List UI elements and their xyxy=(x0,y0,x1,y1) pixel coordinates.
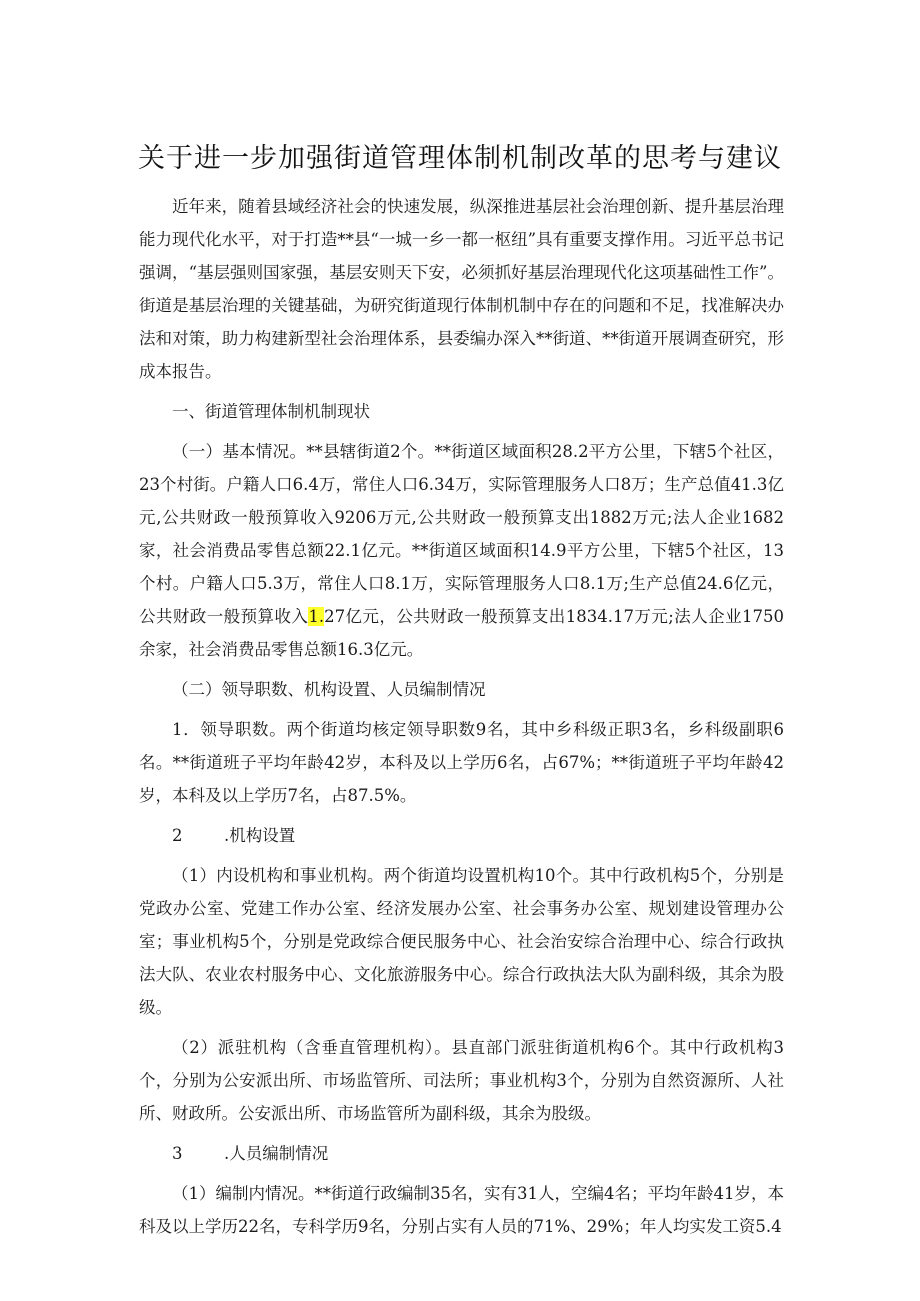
highlighted-text: 1. xyxy=(308,607,325,626)
basic-info-text-start: （一）基本情况。**县辖街道2个。**街道区域面积28.2平方公里，下辖5个社区，23个村街。户籍人口6.4万，常住人口6.34万，实际管理服务人口8万；生产总值41.3亿元,公共财政一般预算收入9206万元,公共财政一般预算支出1882万元;法人企业1682家，社会消费品零售总额22.1亿元。**街道区域面积14.9平方公里，下辖5个社区，13个村。户籍人口5.3万，常住人口8.1万，实际管理服务人口8.1万;生产总值24.6亿元，公共财政一般预算收入 xyxy=(139,442,784,626)
document-body xyxy=(139,190,784,1250)
staffing-heading xyxy=(139,1137,784,1170)
item-number: 2 xyxy=(172,826,183,845)
dispatched-agencies-paragraph: （2）派驻机构（含垂直管理机构）。县直部门派驻街道机构6个。其中行政机构3个，分别为公安派出所、市场监管所、司法所；事业机构3个，分别为自然资源所、人社所、财政所。公安派出所、市场监管所为副科级，其余为股级。 xyxy=(139,1038,784,1123)
basic-info-text-end: 27亿元，公共财政一般预算支出1834.17万元;法人企业1750余家，社会消费品零售总额16.3亿元。 xyxy=(139,607,785,659)
intro-paragraph: 近年来，随着县域经济社会的快速发展，纵深推进基层社会治理创新、提升基层治理能力现代化水平，对于打造**县“一城一乡一都一枢纽”具有重要支撑作用。习近平总书记强调，“基层强则国家强，基层安则天下安，必须抓好基层治理现代化这项基础性工作”。街道是基层治理的关键基础，为研究街道现行体制机制中存在的问题和不足，找准解决办法和对策，助力构建新型社会治理体系，县委编办深入**街道、**街道开展调查研究，形成本报告。 xyxy=(139,197,784,381)
document-title: 关于进一步加强街道管理体制机制改革的思考与建议 xyxy=(138,143,782,174)
basic-info-paragraph xyxy=(139,435,784,666)
staffing-paragraph: （1）编制内情况。**街道行政编制35名，实有31人，空编4名；平均年龄41岁，本科及以上学历22名，专科学历9名，分别占实有人员的71%、29%；年人均实发工资5.4 xyxy=(139,1184,784,1236)
internal-agencies-paragraph: （1）内设机构和事业机构。两个街道均设置机构10个。其中行政机构5个，分别是党政办公室、党建工作办公室、经济发展办公室、社会事务办公室、规划建设管理办公室；事业机构5个，分别是党政综合便民服务中心、社会治安综合治理中心、综合行政执法大队、农业农村服务中心、文化旅游服务中心。综合行政执法大队为副科级，其余为股级。 xyxy=(139,866,784,1017)
leadership-paragraph: 1．领导职数。两个街道均核定领导职数9名，其中乡科级正职3名，乡科级副职6名。**街道班子平均年龄42岁，本科及以上学历6名，占67%；**街道班子平均年龄42岁，本科及以上学历7名，占87.5%。 xyxy=(139,720,784,805)
section-heading: 一、街道管理体制机制现状 xyxy=(172,402,370,421)
subsection-heading: （二）领导职数、机构设置、人员编制情况 xyxy=(172,680,486,699)
item-heading-text: .机构设置 xyxy=(224,826,296,845)
item-number: 3 xyxy=(172,1144,183,1163)
item-heading-text: .人员编制情况 xyxy=(224,1144,329,1163)
org-setup-heading xyxy=(139,819,784,852)
